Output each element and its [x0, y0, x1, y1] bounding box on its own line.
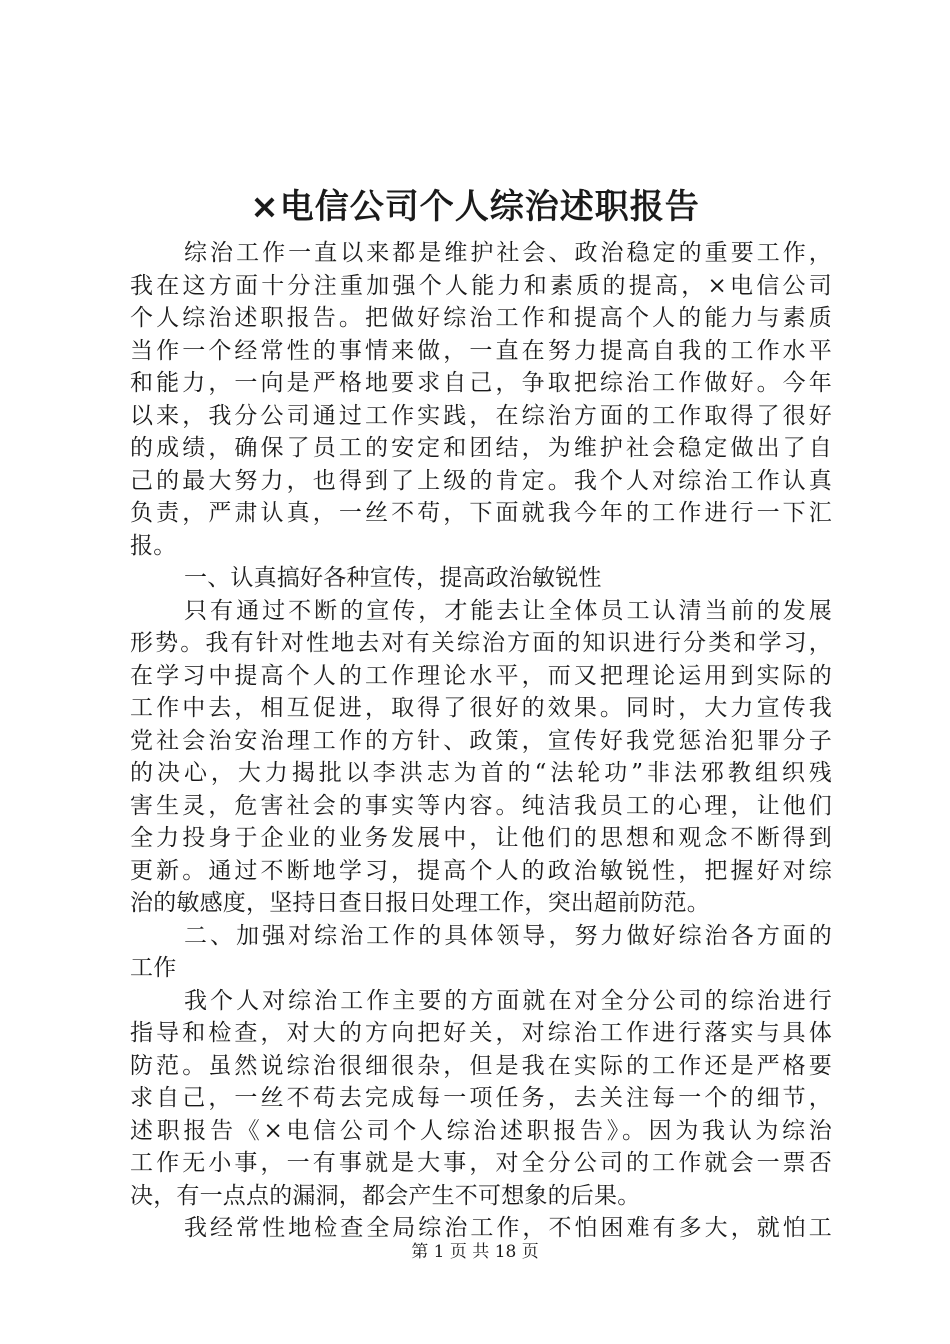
text-line: 全力投身于企业的业务发展中，让他们的思想和观念不断得到 [130, 825, 832, 851]
page-footer: 第 1 页 共 18 页 [411, 1242, 539, 1262]
text-line: 党社会治安治理工作的方针、政策，宣传好我党惩治犯罪分子 [130, 727, 832, 754]
text-line: 报。 [130, 532, 177, 559]
text-line: 负责，严肃认真，一丝不苟，下面就我今年的工作进行一下汇 [130, 500, 832, 526]
text-line: 更新。通过不断地学习，提高个人的政治敏锐性，把握好对综 [130, 857, 832, 884]
text-line: 在学习中提高个人的工作理论水平，而又把理论运用到实际的 [130, 662, 832, 689]
text-line: 只有通过不断的宣传，才能去让全体员工认清当前的发展 [184, 597, 832, 624]
document-title: ×电信公司个人综治述职报告 [250, 187, 700, 227]
text-line: 述职报告《×电信公司个人综治述职报告》。因为我认为综治 [130, 1117, 832, 1144]
text-line: 决，有一点点的漏洞，都会产生不可想象的后果。 [130, 1182, 641, 1209]
text-line: 指导和检查，对大的方向把好关，对综治工作进行落实与具体 [130, 1020, 832, 1046]
text-line: 治的敏感度，坚持日查日报日处理工作，突出超前防范。 [130, 890, 710, 916]
text-line: 求自己，一丝不苟去完成每一项任务，去关注每一个的细节， [130, 1085, 832, 1111]
text-line: 我经常性地检查全局综治工作，不怕困难有多大，就怕工 [184, 1215, 832, 1241]
text-line: 我在这方面十分注重加强个人能力和素质的提高，×电信公司 [130, 272, 832, 299]
text-line: 我个人对综治工作主要的方面就在对全分公司的综治进行 [184, 987, 832, 1014]
text-line: 害生灵，危害社会的事实等内容。纯洁我员工的心理，让他们 [130, 792, 832, 819]
document-body [130, 237, 832, 1245]
text-line: 的决心，大力揭批以李洪志为首的“法轮功”非法邪教组织残 [130, 760, 832, 786]
text-line: 己的最大努力，也得到了上级的肯定。我个人对综治工作认真 [130, 467, 832, 494]
text-line: 当作一个经常性的事情来做，一直在努力提高自我的工作水平 [130, 337, 832, 364]
text-line: 综治工作一直以来都是维护社会、政治稳定的重要工作， [184, 240, 832, 266]
text-line: 工作无小事，一有事就是大事，对全分公司的工作就会一票否 [130, 1150, 832, 1176]
text-line: 和能力，一向是严格地要求自己，争取把综治工作做好。今年 [130, 370, 832, 396]
text-line: 工作 [130, 955, 177, 981]
text-line: 二、加强对综治工作的具体领导，努力做好综治各方面的 [184, 922, 832, 949]
text-line: 防范。虽然说综治很细很杂，但是我在实际的工作还是严格要 [130, 1052, 832, 1079]
text-line: 个人综治述职报告。把做好综治工作和提高个人的能力与素质 [130, 305, 832, 331]
text-line: 的成绩，确保了员工的安定和团结，为维护社会稳定做出了自 [130, 435, 832, 461]
text-line: 一、认真搞好各种宣传，提高政治敏锐性 [184, 565, 602, 591]
text-line: 形势。我有针对性地去对有关综治方面的知识进行分类和学习， [130, 630, 832, 656]
text-line: 以来，我分公司通过工作实践，在综治方面的工作取得了很好 [130, 402, 832, 429]
text-line: 工作中去，相互促进，取得了很好的效果。同时，大力宣传我 [130, 695, 832, 721]
